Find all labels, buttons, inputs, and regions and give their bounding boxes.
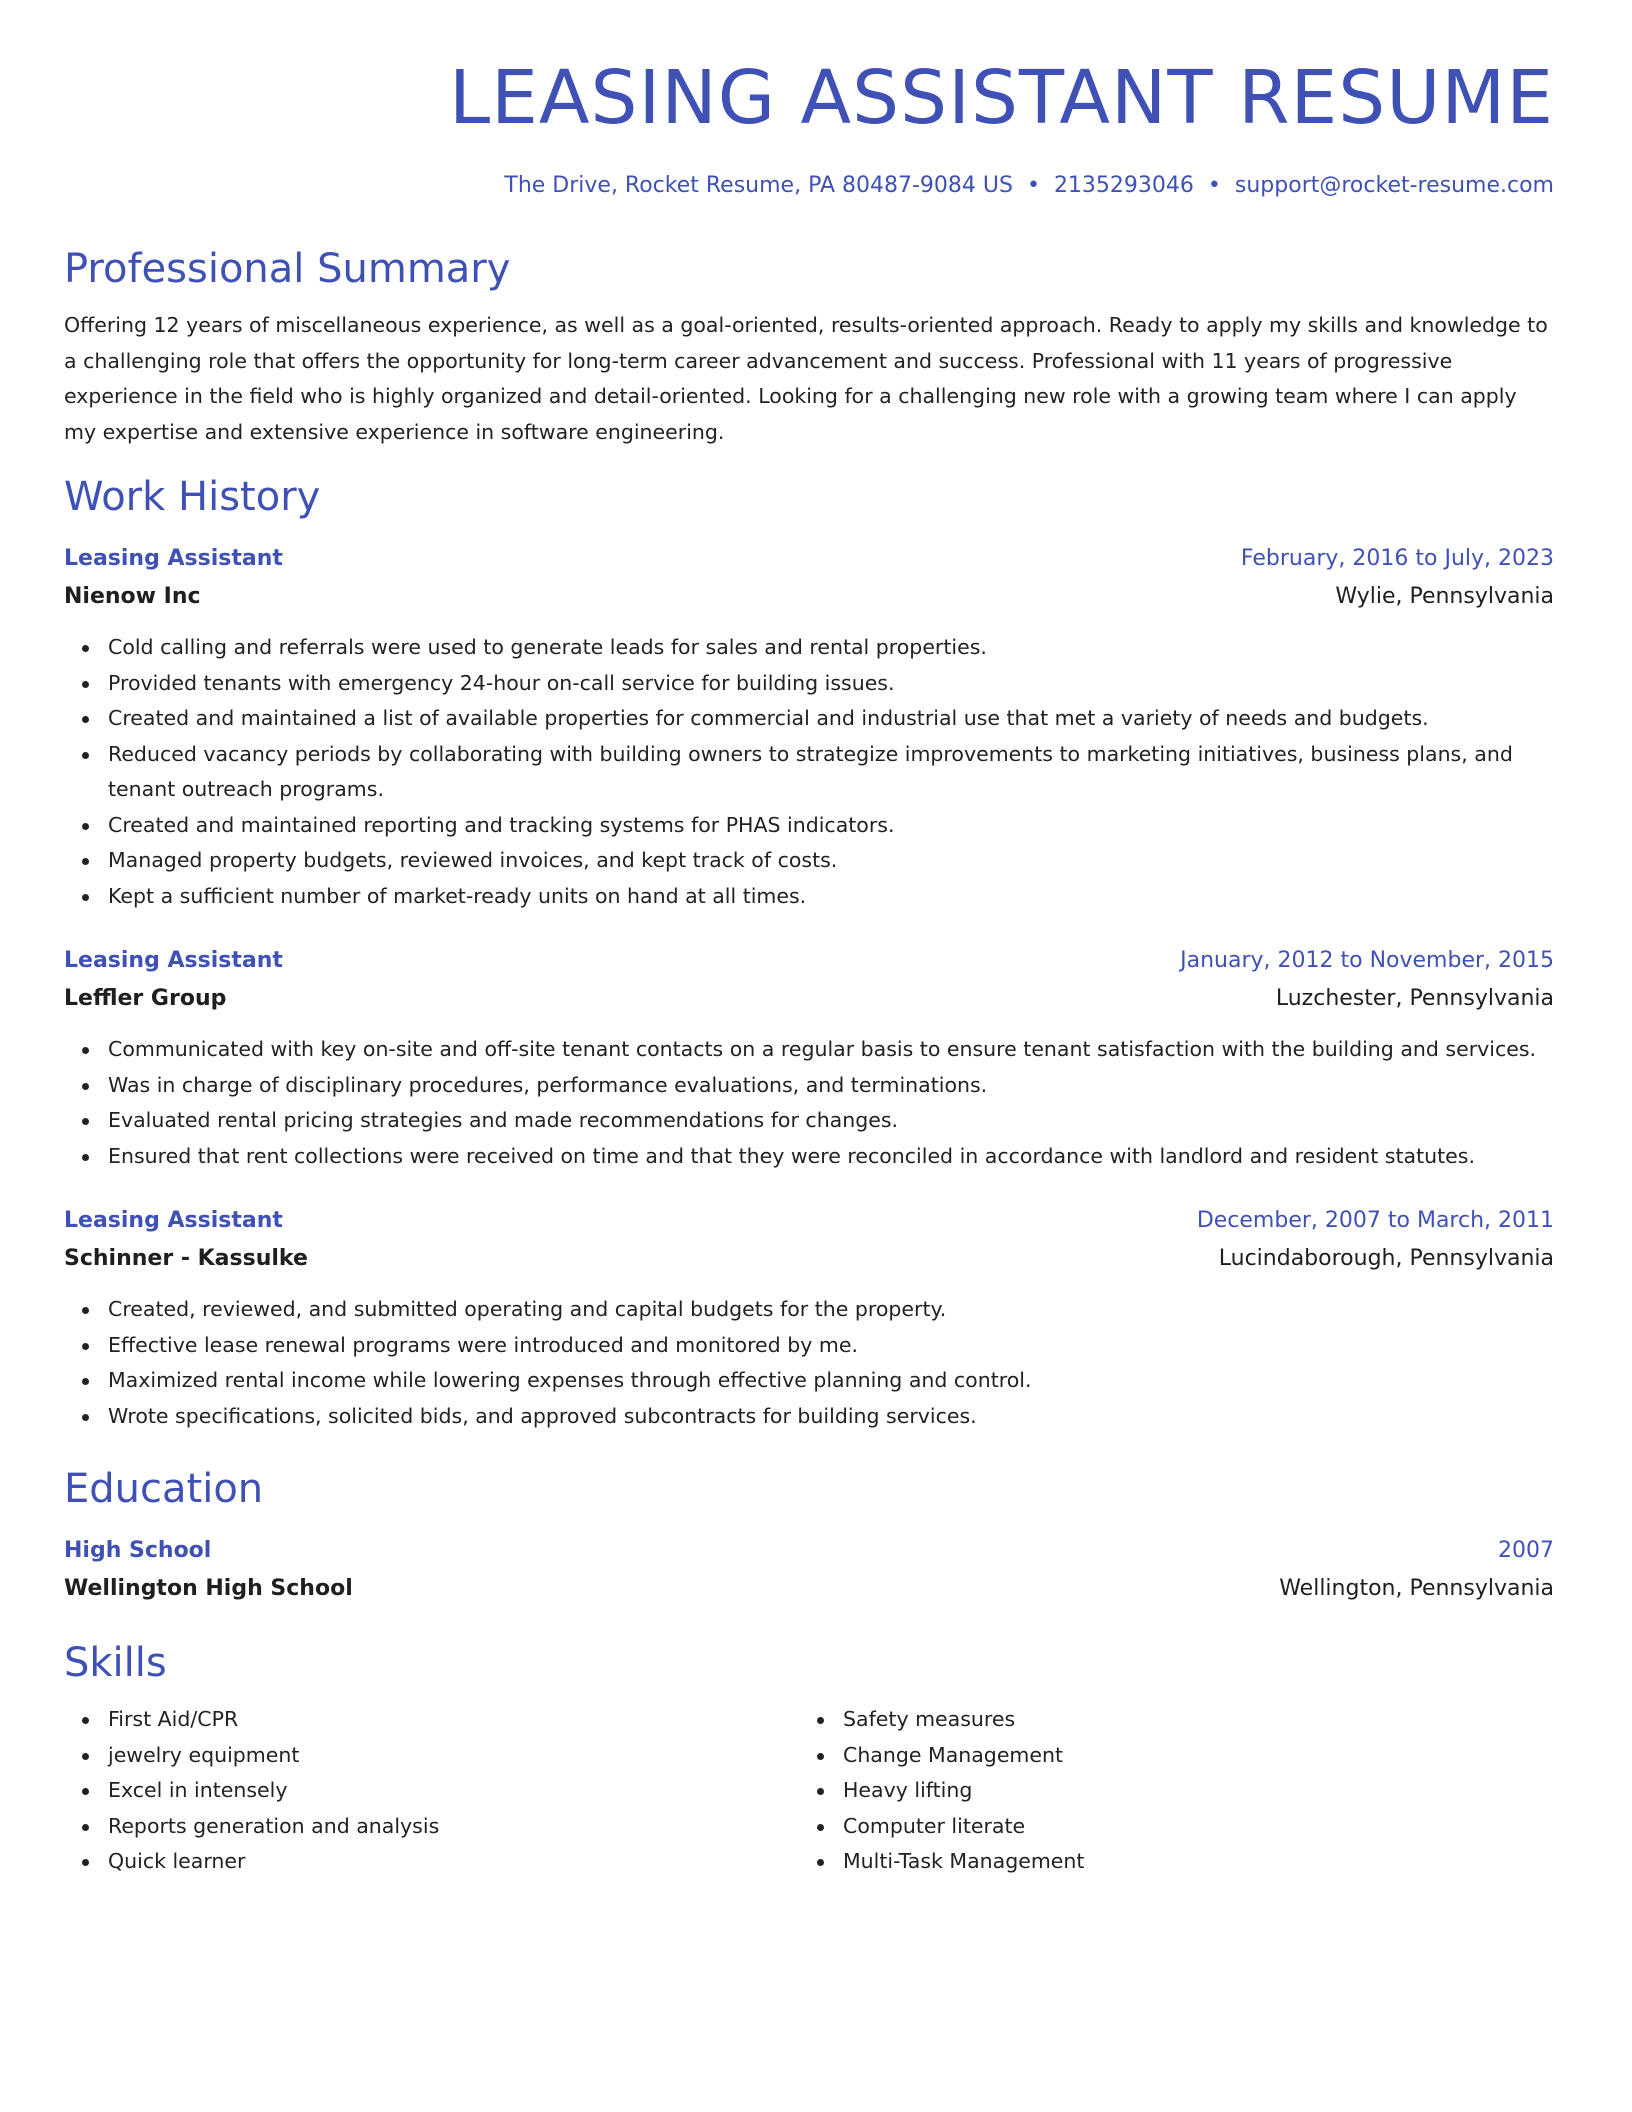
job-bullets [64,1292,1554,1434]
job-role: Leasing Assistant [64,948,283,973]
contact-line [64,170,1554,202]
skill-item: First Aid/CPR [108,1702,799,1738]
job-bullet: Evaluated rental pricing strategies and made recommendations for changes. [108,1103,1554,1139]
section-title-skills: Skills [64,1640,167,1686]
skill-item: Reports generation and analysis [108,1809,799,1845]
contact-separator: • [1026,173,1040,198]
job-dates: January, 2012 to November, 2015 [1180,948,1554,973]
education-entry [64,1532,1554,1608]
job-company: Leffler Group [64,986,227,1011]
job-entry [64,942,1554,1174]
job-bullet: Reduced vacancy periods by collaborating with building owners to strategize improvements to marketing initiatives, business plans, and tenant outreach programs. [108,737,1554,808]
section-title-education: Education [64,1466,264,1512]
skill-item: Safety measures [843,1702,1534,1738]
resume-title: LEASING ASSISTANT RESUME [448,55,1554,141]
job-company: Schinner - Kassulke [64,1246,308,1271]
skill-item: jewelry equipment [108,1738,799,1774]
job-bullet: Wrote specifications, solicited bids, and approved subcontracts for building services. [108,1399,1554,1435]
job-bullet: Kept a sufficient number of market-ready units on hand at all times. [108,879,1554,915]
skills-column-right [799,1702,1534,1880]
job-bullets [64,630,1554,914]
education-location: Wellington, Pennsylvania [1279,1576,1554,1601]
job-role: Leasing Assistant [64,1208,283,1233]
skills-list [799,1702,1534,1880]
job-bullet: Ensured that rent collections were received on time and that they were reconciled in accordance with landlord and resident statutes. [108,1139,1554,1175]
job-location: Lucindaborough, Pennsylvania [1218,1246,1554,1271]
skill-item: Heavy lifting [843,1773,1534,1809]
skill-item: Computer literate [843,1809,1534,1845]
skills-column-left [64,1702,799,1880]
job-bullet: Created, reviewed, and submitted operating and capital budgets for the property. [108,1292,1554,1328]
job-bullet: Managed property budgets, reviewed invoices, and kept track of costs. [108,843,1554,879]
contact-separator: • [1207,173,1221,198]
contact-phone: 2135293046 [1053,173,1194,198]
job-dates: February, 2016 to July, 2023 [1240,546,1554,571]
section-title-work-history: Work History [64,474,321,520]
section-title-summary: Professional Summary [64,246,511,292]
summary-text: Offering 12 years of miscellaneous experience, as well as a goal-oriented, results-oriented approach. Ready to apply my skills and knowledge to a challenging role that offers the opportunity for long-term career advancement and success. Professional with 11 years of progressive experience in the field who is highly organized and detail-oriented. Looking for a challenging new role with a growing team where I can apply my expertise and extensive experience in software engineering. [64,313,1548,444]
job-location: Wylie, Pennsylvania [1335,584,1554,609]
skills-grid [64,1702,1554,1880]
skills-list [64,1702,799,1880]
skill-item: Quick learner [108,1844,799,1880]
education-school: Wellington High School [64,1576,353,1601]
skill-item: Change Management [843,1738,1534,1774]
job-entry [64,1202,1554,1434]
job-bullet: Was in charge of disciplinary procedures, performance evaluations, and terminations. [108,1068,1554,1104]
education-year: 2007 [1498,1538,1554,1563]
job-bullet: Created and maintained a list of available properties for commercial and industrial use that met a variety of needs and budgets. [108,701,1554,737]
resume-page [64,52,1554,1880]
job-bullet: Effective lease renewal programs were introduced and monitored by me. [108,1328,1554,1364]
job-bullet: Maximized rental income while lowering expenses through effective planning and control. [108,1363,1554,1399]
job-company: Nienow Inc [64,584,201,609]
job-entry [64,540,1554,914]
job-dates: December, 2007 to March, 2011 [1196,1208,1554,1233]
job-bullet: Communicated with key on-site and off-site tenant contacts on a regular basis to ensure tenant satisfaction with the building and services. [108,1032,1554,1068]
contact-email[interactable]: support@rocket-resume.com [1234,173,1554,198]
job-location: Luzchester, Pennsylvania [1275,986,1554,1011]
contact-address: The Drive, Rocket Resume, PA 80487-9084 US [504,173,1013,198]
job-bullet: Provided tenants with emergency 24-hour on-call service for building issues. [108,666,1554,702]
job-bullets [64,1032,1554,1174]
job-bullet: Created and maintained reporting and tracking systems for PHAS indicators. [108,808,1554,844]
skill-item: Multi-Task Management [843,1844,1534,1880]
job-role: Leasing Assistant [64,546,283,571]
education-degree: High School [64,1538,212,1563]
job-bullet: Cold calling and referrals were used to generate leads for sales and rental properties. [108,630,1554,666]
skill-item: Excel in intensely [108,1773,799,1809]
